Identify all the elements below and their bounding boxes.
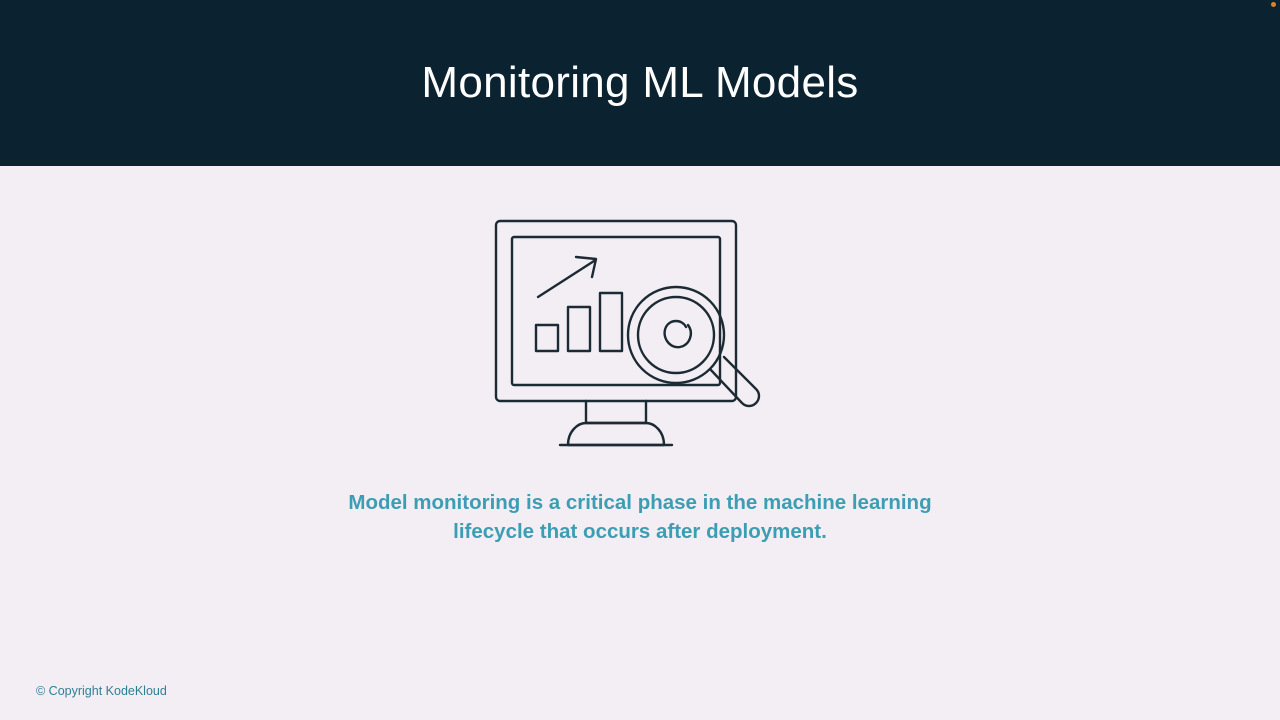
recording-indicator-dot	[1271, 2, 1276, 7]
slide-header-band	[0, 0, 1280, 166]
monitor-with-bar-chart-and-magnifier-icon	[490, 215, 790, 455]
copyright-notice: © Copyright KodeKloud	[36, 684, 167, 698]
page-title: Monitoring ML Models	[421, 58, 859, 107]
illustration-container	[0, 215, 1280, 455]
slide-caption: Model monitoring is a critical phase in the machine learning lifecycle that occurs after deployment.	[348, 491, 932, 544]
